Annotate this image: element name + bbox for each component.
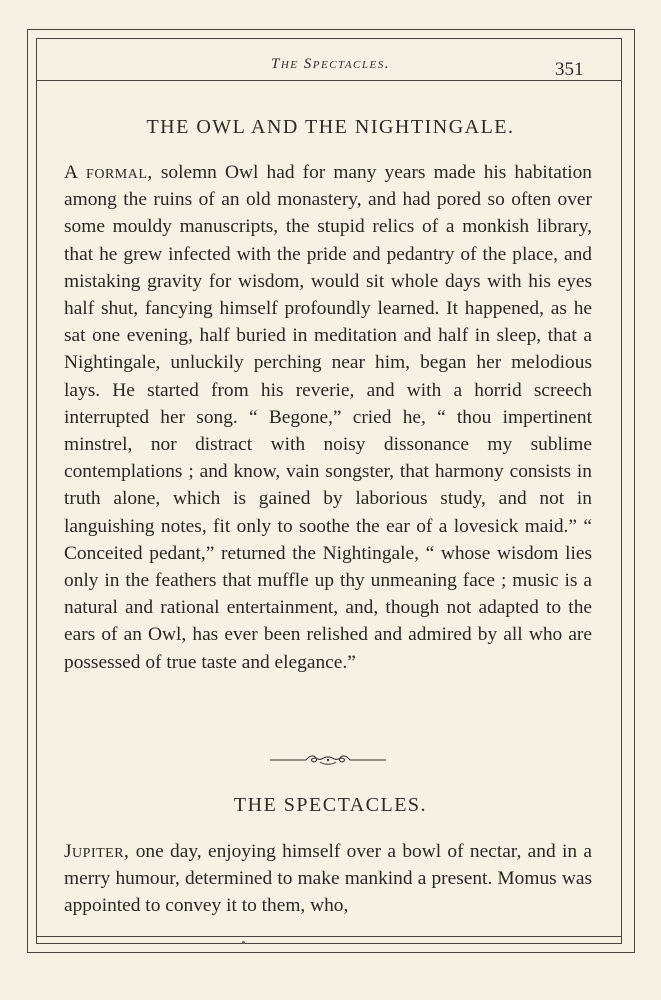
fable-body-owl-nightingale <box>64 159 592 676</box>
fable-body-spectacles <box>64 838 592 920</box>
fable-lead-word: Jupiter, <box>64 841 130 862</box>
decorative-flourish-icon <box>268 752 388 768</box>
fable-text: solemn Owl had for many years made his habitation among the ruins of an old monastery, and had pored so often over some mouldy manuscripts, the stupid relics of a monkish library, that he grew infected with the pride and pedantry of the place, and mistaking gravity for wisdom, would sit whole days with his eyes half shut, fancying himself profoundly learned. It happened, as he sat one evening, half buried in meditation and half in sleep, that a Nightingale, unluckily perching near him, began her melodious lays. He started from his reverie, and with a horrid screech interrupted her song. “ Begone,” cried he, “ thou impertinent minstrel, nor distract with noisy dissonance my sublime contemplations ; and know, vain songster, that harmony consists in truth alone, which is gained by laborious study, and not in languishing notes, fit only to soothe the ear of a lovesick maid.” “ Conceited pedant,” returned the Nightingale, “ whose wisdom lies only in the feathers that muffle up thy unmeaning face ; music is a natural and rational entertainment, and, though not adapted to the ears of an Owl, has ever been relished and admired by all who are possessed of true taste and elegance.” <box>64 162 592 673</box>
fable-text: one day, enjoying himself over a bowl of nectar, and in a merry humour, determined to make mankind a present. Momus was appointed to convey it to them, who, <box>64 841 592 917</box>
page-number: 351 <box>555 59 584 80</box>
print-speck <box>242 941 245 944</box>
bottom-rule <box>36 936 622 937</box>
fable-lead-word: A formal, <box>64 162 153 183</box>
running-head: The Spectacles. <box>271 56 390 72</box>
fable-title-owl-nightingale: THE OWL AND THE NIGHTINGALE. <box>146 116 515 138</box>
header-rule <box>36 80 622 81</box>
fable-title-spectacles: THE SPECTACLES. <box>233 794 428 816</box>
